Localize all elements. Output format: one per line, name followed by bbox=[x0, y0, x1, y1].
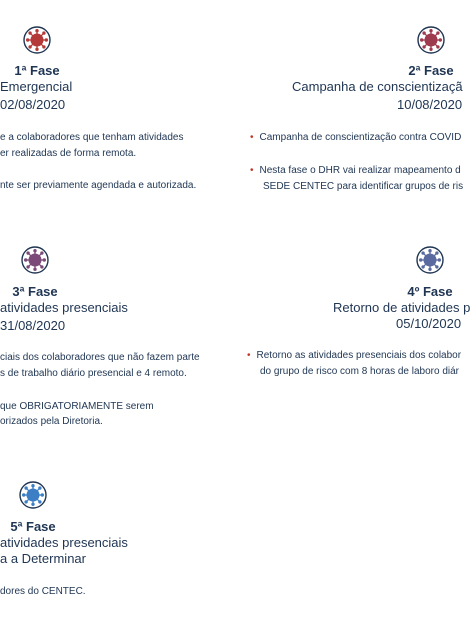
virus-icon bbox=[21, 246, 49, 274]
phase-title: 1ª Fase bbox=[14, 63, 60, 78]
phase-date: a a Determinar bbox=[0, 551, 86, 566]
bullet-dot: • bbox=[250, 165, 254, 176]
phase-title: 2ª Fase bbox=[408, 63, 454, 78]
bullet-text: Retorno as atividades presenciais dos colabor bbox=[256, 350, 462, 361]
phase-date: 10/08/2020 bbox=[397, 97, 463, 112]
virus-icon bbox=[417, 26, 445, 54]
phase-date: 02/08/2020 bbox=[0, 97, 66, 112]
phase-subtitle: atividades presenciais bbox=[0, 300, 128, 315]
phase-date: 31/08/2020 bbox=[0, 318, 66, 333]
phase-date: 05/10/2020 bbox=[396, 316, 462, 331]
virus-icon bbox=[19, 481, 47, 509]
phase-title: 3ª Fase bbox=[12, 284, 58, 299]
bullet-text: s de trabalho diário presencial e 4 remoto. bbox=[0, 368, 187, 379]
bullet-dot: • bbox=[250, 132, 254, 143]
bullet-item bbox=[250, 130, 461, 145]
virus-icon bbox=[416, 246, 444, 274]
bullet-text: ciais dos colaboradores que não fazem parte bbox=[0, 352, 200, 363]
bullet-text: nte ser previamente agendada e autorizada. bbox=[0, 180, 197, 191]
bullet-text: que OBRIGATORIAMENTE serem bbox=[0, 401, 154, 412]
phase-subtitle: Emergencial bbox=[0, 79, 73, 94]
phase-title: 5ª Fase bbox=[10, 519, 56, 534]
bullet-text: e a colaboradores que tenham atividades bbox=[0, 132, 184, 143]
bullet-text: Nesta fase o DHR vai realizar mapeamento d bbox=[259, 165, 461, 176]
bullet-item bbox=[247, 348, 461, 363]
bullet-text: SEDE CENTEC para identificar grupos de ris bbox=[263, 181, 464, 192]
virus-icon bbox=[23, 26, 51, 54]
phase-title: 4º Fase bbox=[407, 284, 453, 299]
bullet-text: Campanha de conscientização contra COVID bbox=[259, 132, 462, 143]
bullet-text: orizados pela Diretoria. bbox=[0, 416, 103, 427]
phase-subtitle: Campanha de conscientizaçã bbox=[292, 79, 463, 94]
phase-subtitle: Retorno de atividades p bbox=[333, 300, 470, 315]
bullet-text: do grupo de risco com 8 horas de laboro diár bbox=[260, 366, 460, 377]
bullet-text: er realizadas de forma remota. bbox=[0, 148, 137, 159]
bullet-dot: • bbox=[247, 350, 251, 361]
bullet-item bbox=[250, 163, 461, 178]
bullet-text: dores do CENTEC. bbox=[0, 586, 86, 597]
phase-subtitle: atividades presenciais bbox=[0, 535, 128, 550]
